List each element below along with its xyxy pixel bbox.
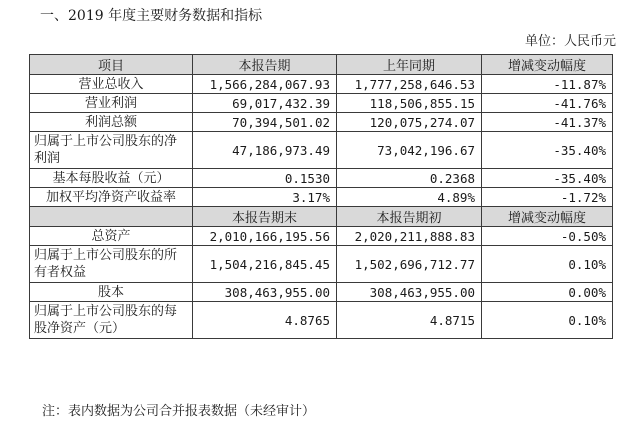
financial-data-table (29, 54, 613, 339)
table-row (30, 246, 613, 283)
change-value: -1.72% (482, 188, 613, 207)
table-footnote: 注：表内数据为公司合并报表数据（未经审计） (42, 404, 316, 419)
table-row (30, 302, 613, 339)
change-value: 0.00% (482, 283, 613, 302)
currency-unit: 单位：人民币元 (524, 34, 616, 49)
prior-value: 0.2368 (337, 169, 482, 188)
change-value: -35.40% (482, 169, 613, 188)
column-header-blank (30, 207, 193, 227)
prior-value: 308,463,955.00 (337, 283, 482, 302)
column-header-item: 项目 (30, 55, 193, 75)
change-value: 0.10% (482, 246, 613, 283)
prior-value: 4.8715 (337, 302, 482, 339)
current-value: 70,394,501.02 (193, 113, 337, 132)
table-row (30, 283, 613, 302)
table-subheader-row (30, 207, 613, 227)
current-value: 1,566,284,067.93 (193, 75, 337, 94)
prior-value: 1,502,696,712.77 (337, 246, 482, 283)
prior-value: 120,075,274.07 (337, 113, 482, 132)
row-label: 归属于上市公司股东的所有者权益 (30, 246, 193, 283)
current-value: 3.17% (193, 188, 337, 207)
table-row (30, 113, 613, 132)
table-row (30, 188, 613, 207)
change-value: -41.76% (482, 94, 613, 113)
row-label: 归属于上市公司股东的每股净资产（元） (30, 302, 193, 339)
row-label: 股本 (30, 283, 193, 302)
current-value: 47,186,973.49 (193, 132, 337, 169)
change-value: -41.37% (482, 113, 613, 132)
column-header-change: 增减变动幅度 (482, 207, 613, 227)
row-label: 总资产 (30, 227, 193, 246)
prior-value: 73,042,196.67 (337, 132, 482, 169)
column-header-prior-period: 上年同期 (337, 55, 482, 75)
change-value: -11.87% (482, 75, 613, 94)
table-row (30, 94, 613, 113)
row-label: 营业总收入 (30, 75, 193, 94)
table-row (30, 227, 613, 246)
section-title: 一、2019 年度主要财务数据和指标 (40, 8, 263, 24)
current-value: 4.8765 (193, 302, 337, 339)
change-value: -35.40% (482, 132, 613, 169)
row-label: 归属于上市公司股东的净利润 (30, 132, 193, 169)
current-value: 1,504,216,845.45 (193, 246, 337, 283)
prior-value: 118,506,855.15 (337, 94, 482, 113)
table-row (30, 169, 613, 188)
row-label: 利润总额 (30, 113, 193, 132)
prior-value: 4.89% (337, 188, 482, 207)
change-value: 0.10% (482, 302, 613, 339)
row-label: 基本每股收益（元） (30, 169, 193, 188)
table-row (30, 132, 613, 169)
prior-value: 1,777,258,646.53 (337, 75, 482, 94)
current-value: 2,010,166,195.56 (193, 227, 337, 246)
row-label: 加权平均净资产收益率 (30, 188, 193, 207)
prior-value: 2,020,211,888.83 (337, 227, 482, 246)
current-value: 0.1530 (193, 169, 337, 188)
change-value: -0.50% (482, 227, 613, 246)
current-value: 69,017,432.39 (193, 94, 337, 113)
column-header-change: 增减变动幅度 (482, 55, 613, 75)
row-label: 营业利润 (30, 94, 193, 113)
current-value: 308,463,955.00 (193, 283, 337, 302)
column-header-current-period: 本报告期 (193, 55, 337, 75)
table-row (30, 75, 613, 94)
column-header-period-end: 本报告期末 (193, 207, 337, 227)
column-header-period-start: 本报告期初 (337, 207, 482, 227)
table-header-row (30, 55, 613, 75)
